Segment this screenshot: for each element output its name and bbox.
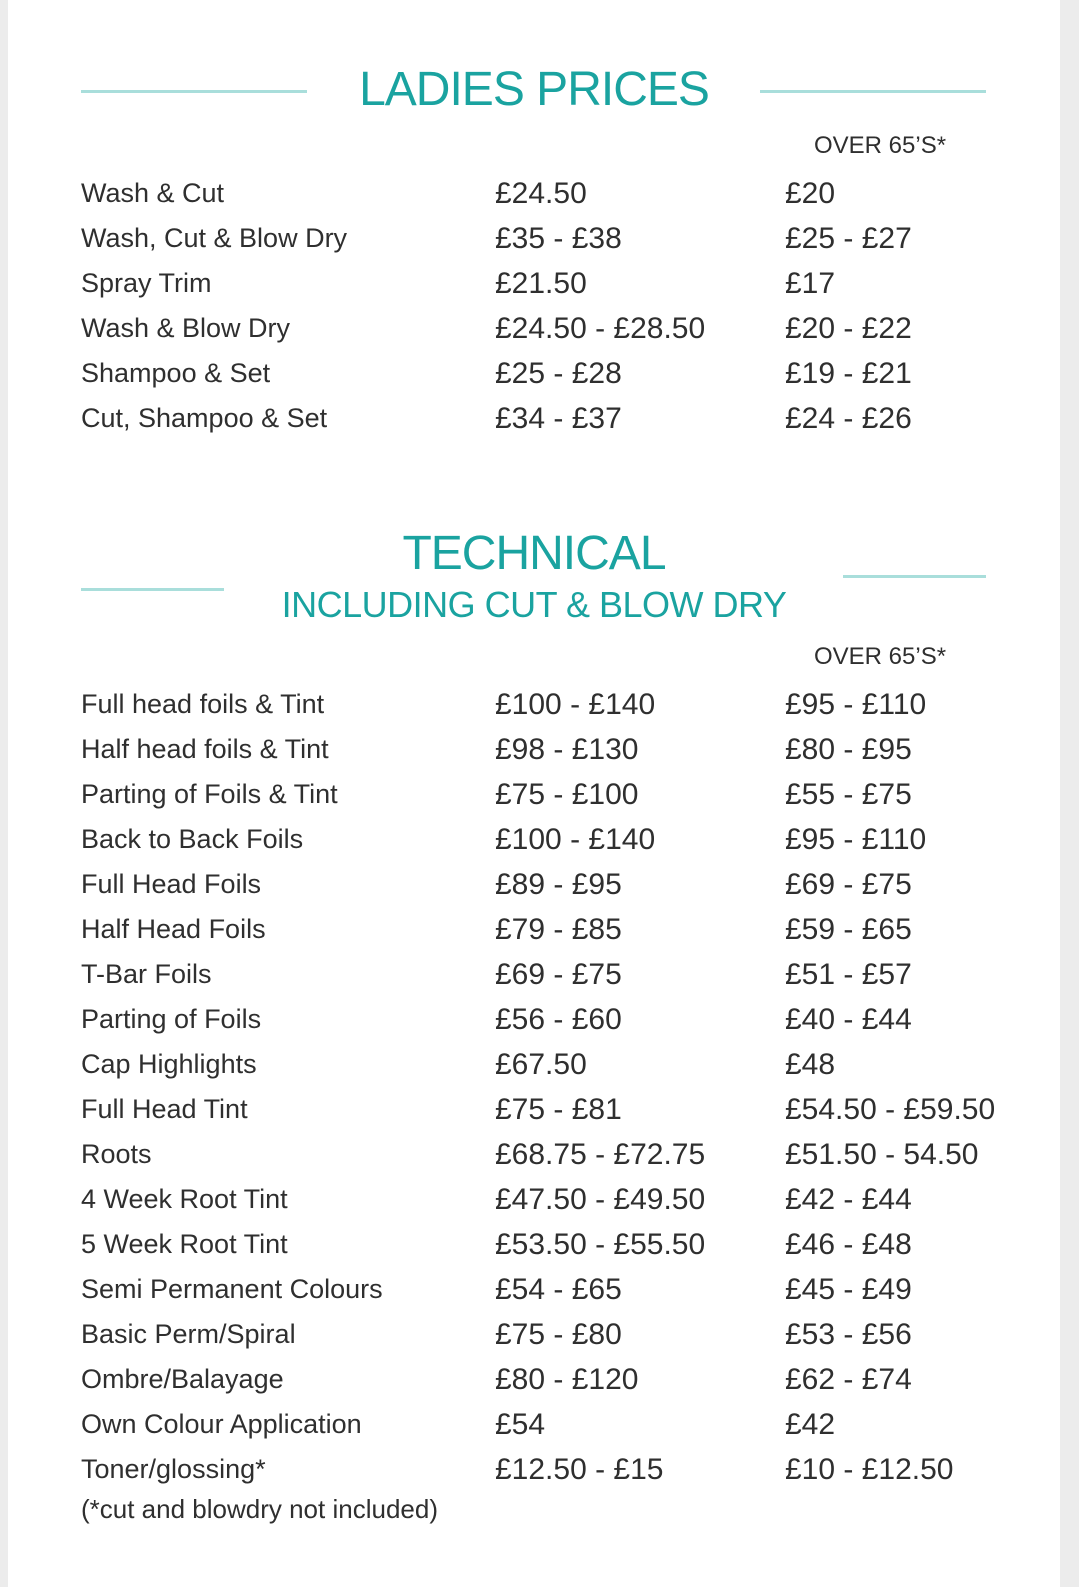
standard-price: £56 - £60: [495, 1003, 622, 1036]
over65-price: £17: [785, 267, 836, 300]
service-name: Wash & Blow Dry: [81, 313, 291, 343]
standard-price: £100 - £140: [495, 688, 656, 721]
over65-price: £24 - £26: [785, 402, 912, 435]
service-name: Wash & Cut: [81, 178, 225, 208]
over65-price: £59 - £65: [785, 913, 912, 946]
service-name: 5 Week Root Tint: [81, 1229, 288, 1259]
ladies-price-table: [81, 171, 1041, 441]
table-row: [81, 862, 1041, 907]
price-list-page: [8, 0, 1060, 1587]
table-row: [81, 772, 1041, 817]
table-row: [81, 396, 1041, 441]
standard-price: £68.75 - £72.75: [495, 1138, 706, 1171]
standard-price: £53.50 - £55.50: [495, 1228, 706, 1261]
over65-price: £95 - £110: [785, 823, 927, 856]
standard-price: £24.50: [495, 177, 587, 210]
service-name: Semi Permanent Colours: [81, 1274, 383, 1304]
table-row: [81, 216, 1041, 261]
table-row: [81, 351, 1041, 396]
over65-price: £19 - £21: [785, 357, 912, 390]
table-row: [81, 952, 1041, 997]
table-row: [81, 1357, 1041, 1402]
service-name: Toner/glossing*: [81, 1454, 266, 1484]
service-name: Full head foils & Tint: [81, 689, 325, 719]
technical-title: TECHNICAL: [402, 527, 666, 580]
standard-price: £75 - £80: [495, 1318, 622, 1351]
table-row: [81, 171, 1041, 216]
table-row: [81, 682, 1041, 727]
service-name: Half Head Foils: [81, 914, 266, 944]
over65-price: £42: [785, 1408, 836, 1441]
table-row: [81, 1312, 1041, 1357]
service-name: Half head foils & Tint: [81, 734, 329, 764]
table-row: [81, 1177, 1041, 1222]
standard-price: £54 - £65: [495, 1273, 622, 1306]
standard-price: £54: [495, 1408, 546, 1441]
service-name: Full Head Foils: [81, 869, 262, 899]
technical-over65-header: OVER 65’S*: [814, 643, 947, 670]
over65-price: £40 - £44: [785, 1003, 912, 1036]
table-row: [81, 1402, 1041, 1447]
service-name: Own Colour Application: [81, 1409, 362, 1439]
service-name: Roots: [81, 1139, 152, 1169]
service-name: 4 Week Root Tint: [81, 1184, 288, 1214]
standard-price: £80 - £120: [495, 1363, 639, 1396]
service-name: Cap Highlights: [81, 1049, 257, 1079]
standard-price: £89 - £95: [495, 868, 622, 901]
standard-price: £47.50 - £49.50: [495, 1183, 706, 1216]
service-name: Full Head Tint: [81, 1094, 248, 1124]
service-name: Back to Back Foils: [81, 824, 304, 854]
service-name: T-Bar Foils: [81, 959, 212, 989]
standard-price: £12.50 - £15: [495, 1453, 664, 1486]
over65-price: £53 - £56: [785, 1318, 912, 1351]
over65-price: £20 - £22: [785, 312, 912, 345]
standard-price: £24.50 - £28.50: [495, 312, 706, 345]
table-row: [81, 1447, 1041, 1492]
service-name: Basic Perm/Spiral: [81, 1319, 296, 1349]
service-name: Wash, Cut & Blow Dry: [81, 223, 348, 253]
over65-price: £51.50 - 54.50: [785, 1138, 979, 1171]
service-name: Cut, Shampoo & Set: [81, 403, 328, 433]
standard-price: £35 - £38: [495, 222, 622, 255]
table-row: [81, 997, 1041, 1042]
over65-price: £55 - £75: [785, 778, 912, 811]
technical-price-table: [81, 682, 1041, 1492]
over65-price: £95 - £110: [785, 688, 927, 721]
standard-price: £69 - £75: [495, 958, 622, 991]
table-row: [81, 1222, 1041, 1267]
standard-price: £100 - £140: [495, 823, 656, 856]
table-row: [81, 817, 1041, 862]
over65-price: £25 - £27: [785, 222, 912, 255]
standard-price: £21.50: [495, 267, 587, 300]
over65-price: £54.50 - £59.50: [785, 1093, 996, 1126]
footnote: (*cut and blowdry not included): [81, 1494, 438, 1524]
service-name: Parting of Foils: [81, 1004, 262, 1034]
standard-price: £25 - £28: [495, 357, 622, 390]
table-row: [81, 1267, 1041, 1312]
over65-price: £46 - £48: [785, 1228, 912, 1261]
standard-price: £75 - £81: [495, 1093, 622, 1126]
over65-price: £42 - £44: [785, 1183, 912, 1216]
standard-price: £98 - £130: [495, 733, 639, 766]
service-name: Spray Trim: [81, 268, 212, 298]
over65-price: £45 - £49: [785, 1273, 912, 1306]
over65-price: £10 - £12.50: [785, 1453, 954, 1486]
table-row: [81, 907, 1041, 952]
standard-price: £79 - £85: [495, 913, 622, 946]
over65-price: £20: [785, 177, 836, 210]
over65-price: £62 - £74: [785, 1363, 912, 1396]
table-row: [81, 1132, 1041, 1177]
table-row: [81, 1042, 1041, 1087]
over65-price: £48: [785, 1048, 836, 1081]
service-name: Parting of Foils & Tint: [81, 779, 338, 809]
technical-subtitle: INCLUDING CUT & BLOW DRY: [281, 584, 787, 625]
ladies-prices-title: LADIES PRICES: [359, 63, 709, 116]
over65-price: £51 - £57: [785, 958, 912, 991]
over65-price: £80 - £95: [785, 733, 912, 766]
service-name: Ombre/Balayage: [81, 1364, 284, 1394]
table-row: [81, 306, 1041, 351]
table-row: [81, 1087, 1041, 1132]
standard-price: £75 - £100: [495, 778, 639, 811]
standard-price: £34 - £37: [495, 402, 622, 435]
table-row: [81, 727, 1041, 772]
over65-price: £69 - £75: [785, 868, 912, 901]
ladies-over65-header: OVER 65’S*: [814, 132, 947, 159]
standard-price: £67.50: [495, 1048, 587, 1081]
table-row: [81, 261, 1041, 306]
service-name: Shampoo & Set: [81, 358, 271, 388]
